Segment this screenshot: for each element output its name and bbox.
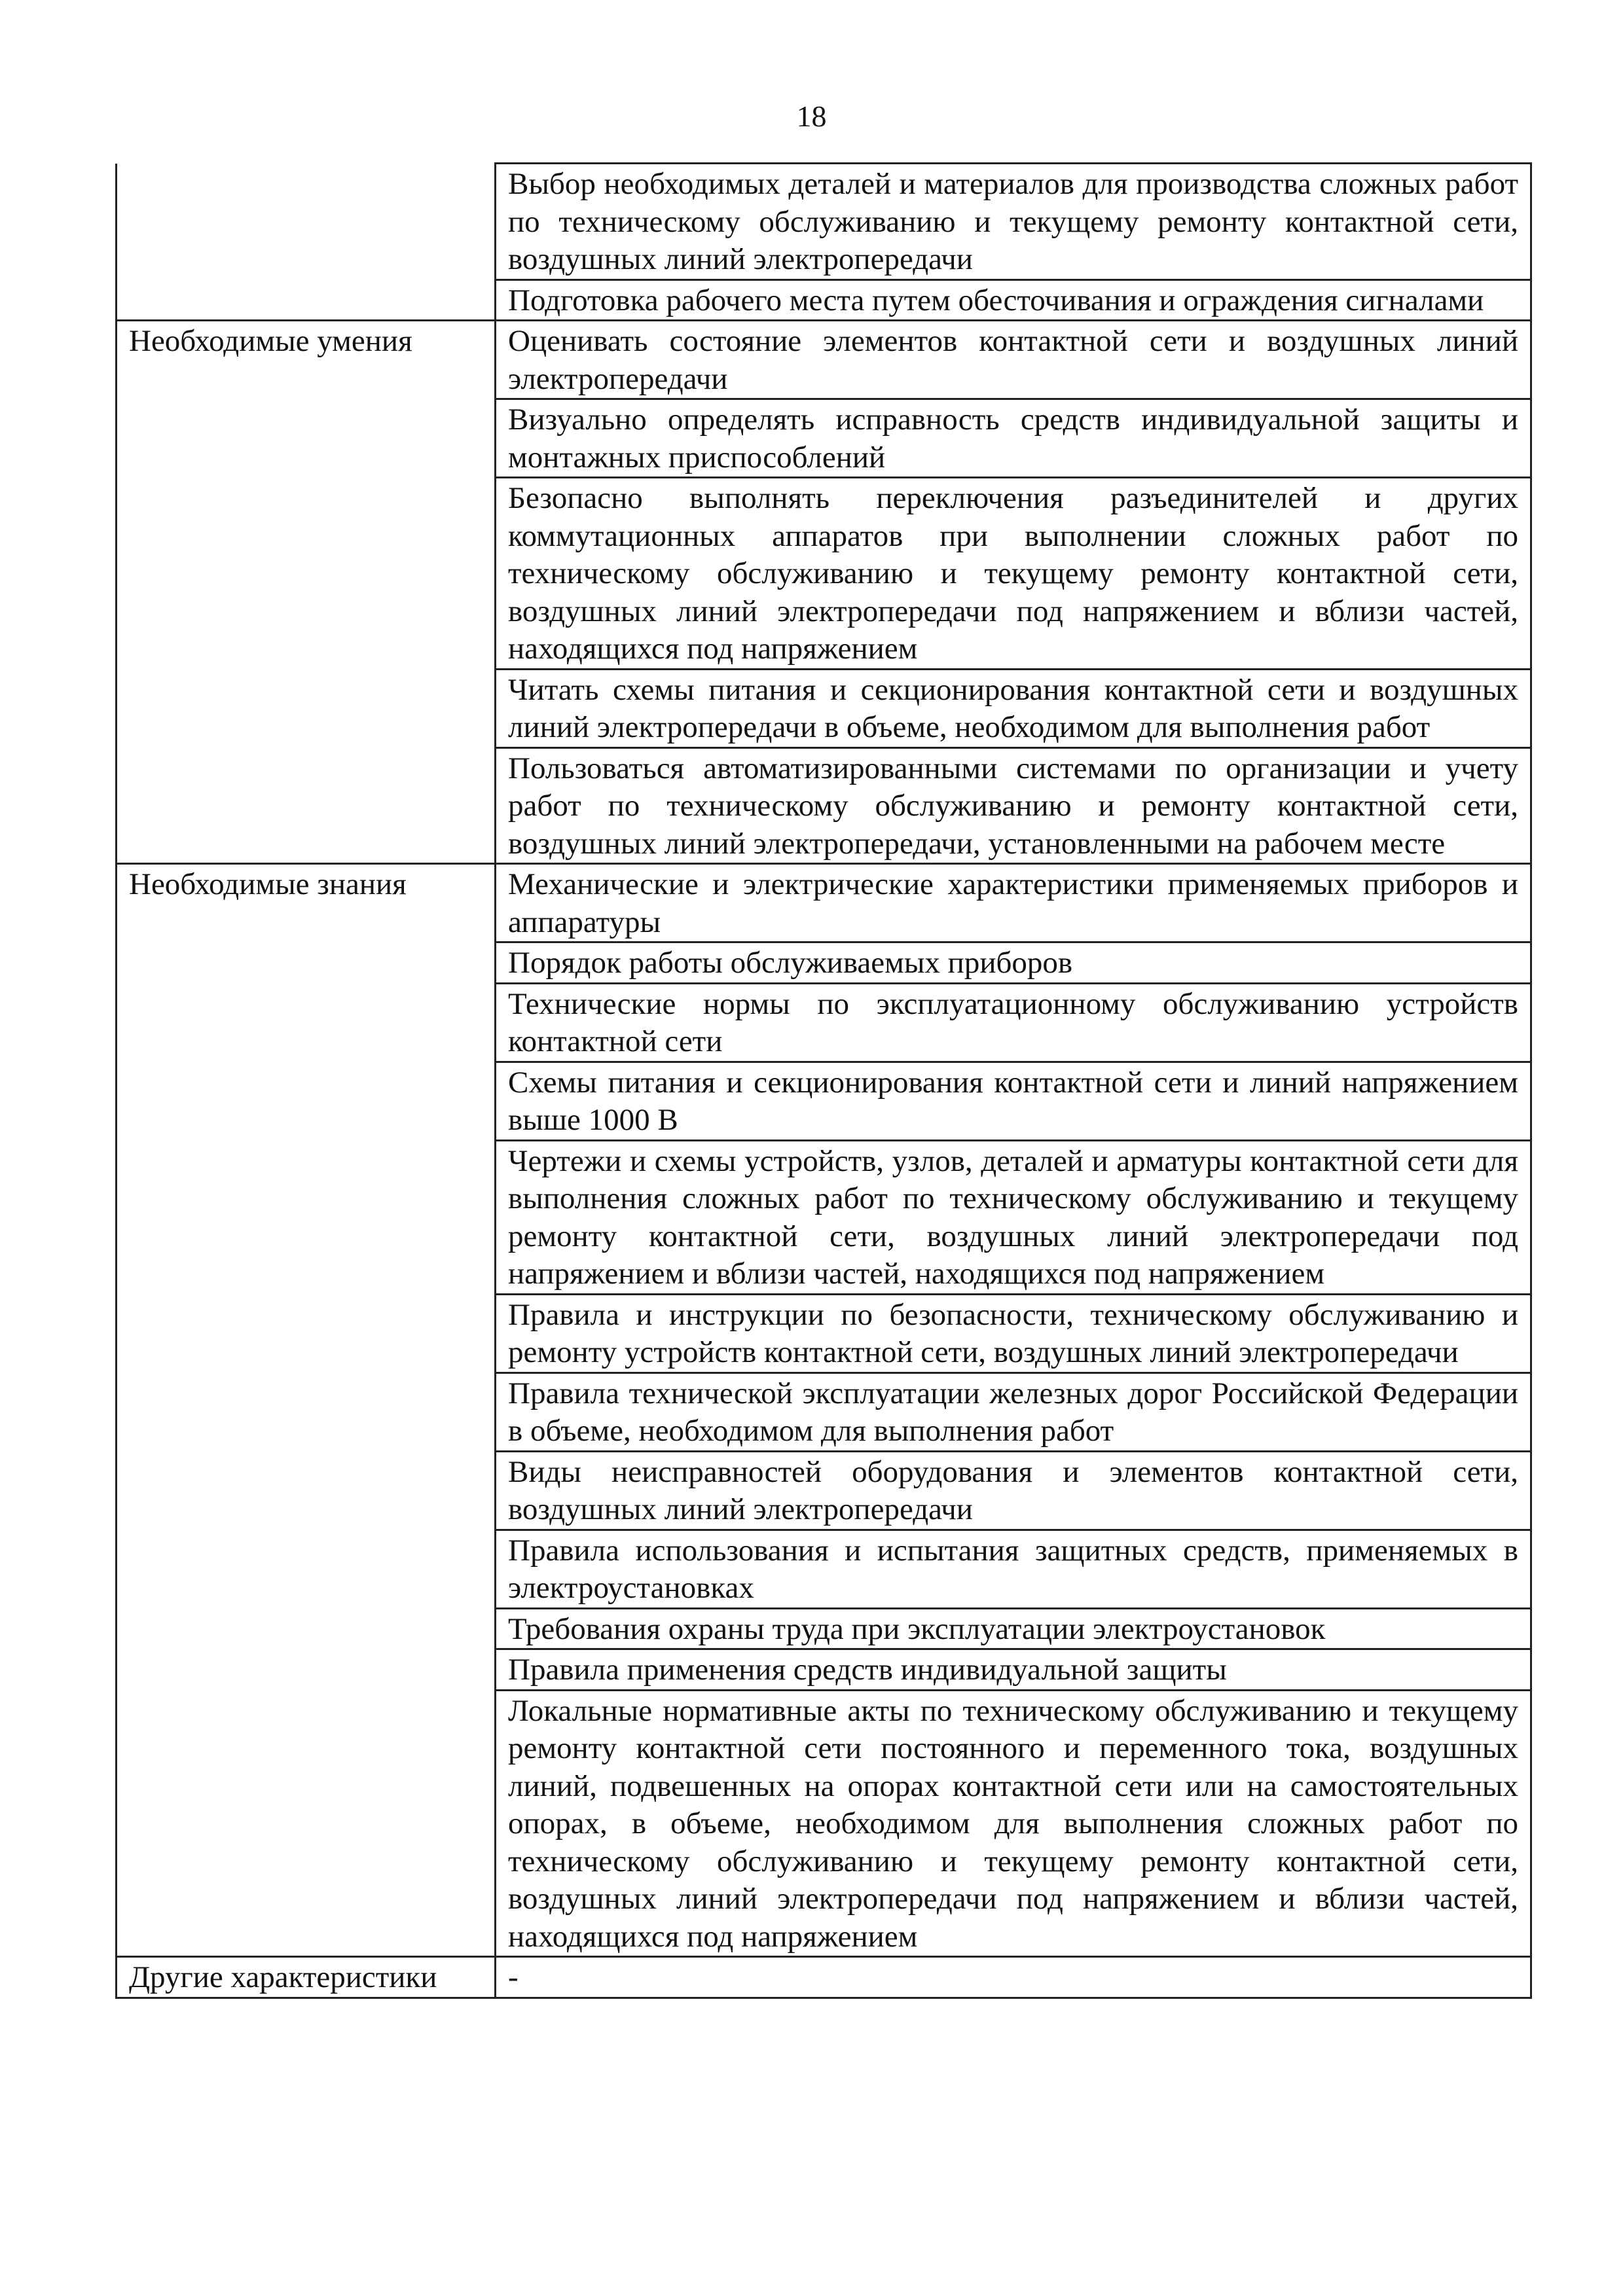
other-value: - bbox=[496, 1957, 1531, 1998]
skill-item: Визуально определять исправность средств индивидуальной защиты и монтажных приспособлений bbox=[496, 399, 1531, 478]
skill-item: Читать схемы питания и секционирования контактной сети и воздушных линий электропередачи в объеме, необходимом для выполнения работ bbox=[496, 669, 1531, 747]
skill-item: Оценивать состояние элементов контактной сети и воздушных линий электропередачи bbox=[496, 321, 1531, 399]
table-row bbox=[117, 164, 1531, 280]
skill-item: Пользоваться автоматизированными системами по организации и учету работ по техническому обслуживанию и ремонту контактной сети, воздушных линий электропередачи, установленными на рабочем месте bbox=[496, 747, 1531, 864]
knowledge-item: Правила использования и испытания защитных средств, применяемых в электроустановках bbox=[496, 1530, 1531, 1608]
knowledge-item: Схемы питания и секционирования контактной сети и линий напряжением выше 1000 В bbox=[496, 1062, 1531, 1140]
page-number: 18 bbox=[796, 99, 827, 133]
qualification-table bbox=[115, 162, 1532, 1999]
knowledge-item: Чертежи и схемы устройств, узлов, деталей и арматуры контактной сети для выполнения сложных работ по техническому обслуживанию и текущему ремонту контактной сети, воздушных линий электропередачи под напряжением и вблизи частей, находящихся под напряжением bbox=[496, 1140, 1531, 1294]
knowledge-item: Механические и электрические характеристики применяемых приборов и аппаратуры bbox=[496, 864, 1531, 942]
empty-label-cell bbox=[117, 279, 496, 321]
table-row bbox=[117, 279, 1531, 321]
knowledge-item: Правила технической эксплуатации железных дорог Российской Федерации в объеме, необходимом для выполнения работ bbox=[496, 1372, 1531, 1451]
table-row bbox=[117, 864, 1531, 942]
knowledge-item: Локальные нормативные акты по техническому обслуживанию и текущему ремонту контактной сети постоянного и переменного тока, воздушных линий, подвешенных на опорах контактной сети или на самостоятельных опорах, в объеме, необходимом для выполнения сложных работ по техническому обслуживанию и текущему ремонту контактной сети, воздушных линий электропередачи под напряжением и вблизи частей, находящихся под напряжением bbox=[496, 1690, 1531, 1957]
other-label: Другие характеристики bbox=[117, 1957, 496, 1998]
knowledge-item: Виды неисправностей оборудования и элементов контактной сети, воздушных линий электропередачи bbox=[496, 1451, 1531, 1530]
table-row bbox=[117, 1957, 1531, 1998]
knowledge-item: Правила и инструкции по безопасности, техническому обслуживанию и ремонту устройств контактной сети, воздушных линий электропередачи bbox=[496, 1294, 1531, 1372]
knowledge-item: Технические нормы по эксплуатационному обслуживанию устройств контактной сети bbox=[496, 983, 1531, 1062]
table-row bbox=[117, 321, 1531, 399]
skills-label: Необходимые умения bbox=[117, 321, 496, 864]
skill-item: Безопасно выполнять переключения разъединителей и других коммутационных аппаратов при выполнении сложных работ по техническому обслуживанию и текущему ремонту контактной сети, воздушных линий электропередачи под напряжением и вблизи частей, находящихся под напряжением bbox=[496, 478, 1531, 670]
continued-item: Подготовка рабочего места путем обесточивания и ограждения сигналами bbox=[496, 279, 1531, 321]
continued-item: Выбор необходимых деталей и материалов для производства сложных работ по техническому обслуживанию и текущему ремонту контактной сети, воздушных линий электропередачи bbox=[496, 164, 1531, 280]
knowledge-item: Порядок работы обслуживаемых приборов bbox=[496, 942, 1531, 984]
empty-label-cell bbox=[117, 164, 496, 280]
knowledge-item: Требования охраны труда при эксплуатации электроустановок bbox=[496, 1608, 1531, 1649]
knowledge-label: Необходимые знания bbox=[117, 864, 496, 1957]
knowledge-item: Правила применения средств индивидуальной защиты bbox=[496, 1649, 1531, 1691]
